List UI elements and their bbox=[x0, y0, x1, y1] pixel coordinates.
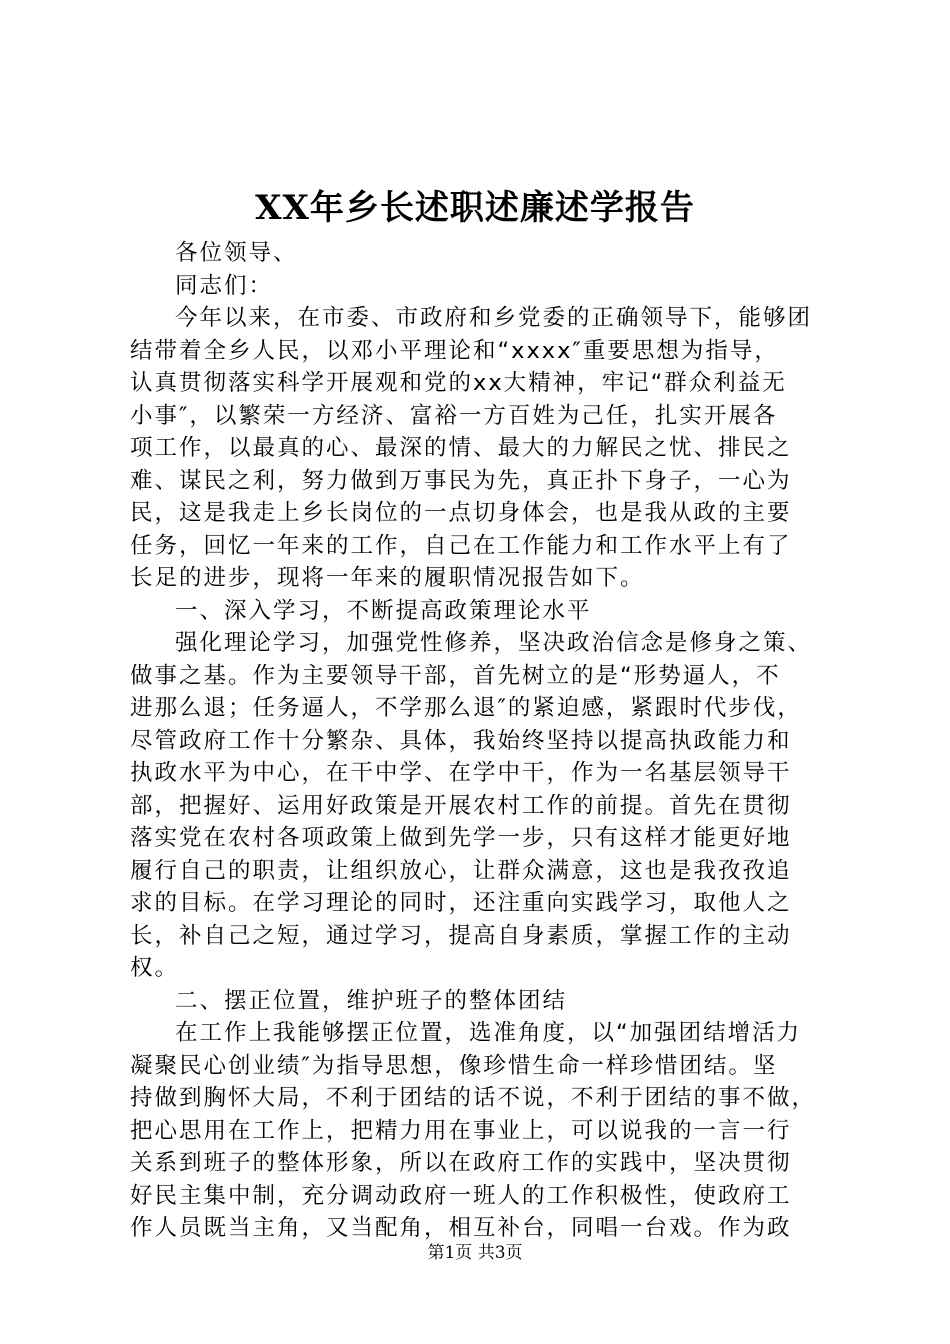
paragraph-line: 落实党在农村各项政策上做到先学一步，只有这样才能更好地 bbox=[130, 825, 792, 851]
paragraph-line: 做事之基。作为主要领导干部，首先树立的是“形势逼人，不 bbox=[130, 662, 781, 689]
paragraph-line: 好民主集中制，充分调动政府一班人的工作积极性，使政府工 bbox=[130, 1182, 792, 1209]
paragraph-line: 部，把握好、运用好政策是开展农村工作的前提。首先在贯彻 bbox=[130, 792, 792, 819]
paragraph-line: 强化理论学习，加强党性修养，坚决政治信念是修身之策、 bbox=[175, 630, 813, 656]
paragraph-line: 把心思用在工作上，把精力用在事业上，可以说我的一言一行 bbox=[130, 1117, 792, 1144]
paragraph-line: 长，补自己之短，通过学习，提高自身素质，掌握工作的主动 bbox=[130, 922, 792, 949]
salutation-line: 各位领导、 bbox=[175, 240, 298, 266]
section-heading: 二、摆正位置，维护班子的整体团结 bbox=[175, 987, 568, 1014]
paragraph-line: 在工作上我能够摆正位置，选准角度，以“加强团结增活力 bbox=[175, 1020, 802, 1046]
paragraph-line: 持做到胸怀大局，不利于团结的话不说，不利于团结的事不做， bbox=[130, 1085, 817, 1111]
paragraph-line: 尽管政府工作十分繁杂、具体，我始终坚持以提高执政能力和 bbox=[130, 727, 792, 754]
section-heading: 一、深入学习，不断提高政策理论水平 bbox=[175, 597, 592, 624]
document-title: XX年乡长述职述廉述学报告 bbox=[255, 188, 695, 228]
paragraph-line: 作人员既当主角，又当配角，相互补台，同唱一台戏。作为政 bbox=[130, 1215, 792, 1241]
document-body bbox=[130, 237, 834, 1245]
paragraph-line: 小事″，以繁荣一方经济、富裕一方百姓为己任，扎实开展各 bbox=[130, 402, 778, 429]
paragraph-line: 权。 bbox=[130, 955, 180, 981]
paragraph-line: 认真贯彻落实科学开展观和党的xx大精神，牢记“群众利益无 bbox=[130, 370, 787, 396]
paragraph-line: 履行自己的职责，让组织放心，让群众满意，这也是我孜孜追 bbox=[130, 857, 792, 884]
paragraph-line: 关系到班子的整体形象，所以在政府工作的实践中，坚决贯彻 bbox=[130, 1150, 792, 1176]
paragraph-line: 执政水平为中心，在干中学、在学中干，作为一名基层领导干 bbox=[130, 760, 792, 786]
page-footer: 第1页 共3页 bbox=[427, 1243, 523, 1263]
salutation-line: 同志们： bbox=[175, 272, 274, 299]
paragraph-line: 难、谋民之利，努力做到万事民为先，真正扑下身子，一心为 bbox=[130, 467, 792, 494]
paragraph-line: 进那么退；任务逼人，不学那么退″的紧迫感，紧跟时代步伐， bbox=[130, 695, 802, 721]
paragraph-line: 今年以来，在市委、市政府和乡党委的正确领导下，能够团 bbox=[175, 305, 813, 331]
paragraph-line: 任务，回忆一年来的工作，自己在工作能力和工作水平上有了 bbox=[130, 532, 792, 559]
paragraph-line: 长足的进步，现将一年来的履职情况报告如下。 bbox=[130, 565, 645, 591]
paragraph-line: 民，这是我走上乡长岗位的一点切身体会，也是我从政的主要 bbox=[130, 500, 792, 526]
paragraph-line: 项工作，以最真的心、最深的情、最大的力解民之忧、排民之 bbox=[130, 435, 792, 461]
paragraph-line: 结带着全乡人民，以邓小平理论和“xxxx″重要思想为指导， bbox=[130, 337, 779, 364]
paragraph-line: 凝聚民心创业绩″为指导思想，像珍惜生命一样珍惜团结。坚 bbox=[130, 1052, 778, 1079]
paragraph-line: 求的目标。在学习理论的同时，还注重向实践学习，取他人之 bbox=[130, 890, 792, 916]
